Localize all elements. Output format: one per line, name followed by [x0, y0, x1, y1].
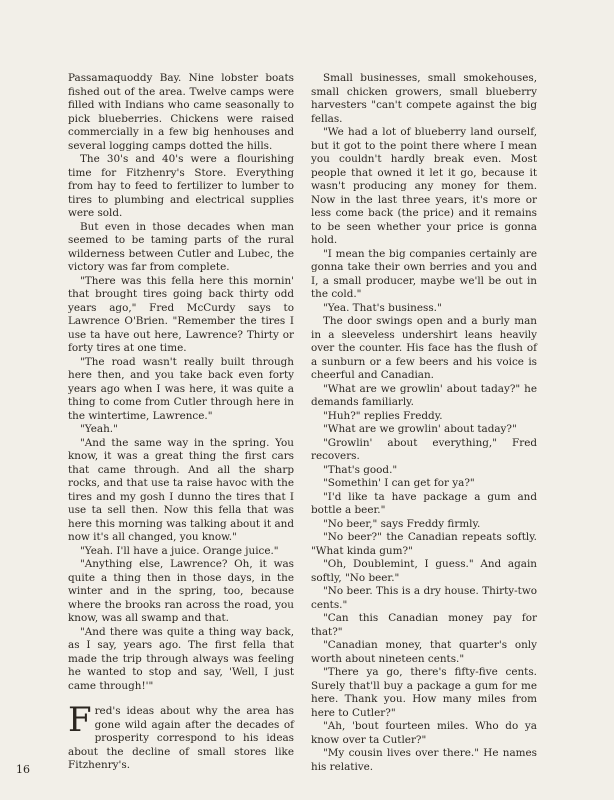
paragraph: "Canadian money, that quarter's only worth about nineteen cents." [311, 639, 537, 665]
paragraph: "Yeah. I'll have a juice. Orange juice." [80, 544, 279, 557]
paragraph: "And there was quite a thing way back, as I say, years ago. The first fella that made the trip through always was feeling he wanted to stop and say, 'Well, I just came through!'" [68, 625, 294, 692]
right-column [311, 72, 537, 774]
paragraph: But even in those decades when man seemed to be taming parts of the rural wilderness between Cutler and Lubec, the victory was far from complete. [68, 220, 294, 273]
paragraph: "I mean the big companies certainly are gonna take their own berries and you and I, a small producer, maybe we'll be out in the cold." [311, 247, 537, 300]
paragraph: "Huh?" replies Freddy. [323, 409, 443, 422]
page-number: 16 [16, 763, 30, 776]
dropcap-letter: F [68, 700, 92, 740]
paragraph: "There was this fella here this mornin' that brought tires going back thirty odd years ago," Fred McCurdy says to Lawrence O'Brien. "Remember the tires I use ta have out here, Lawrence? Thirty or forty tires at one time. [68, 274, 294, 354]
paragraph: "What are we growlin' about taday?" [323, 423, 517, 435]
paragraph: The 30's and 40's were a flourishing time for Fitzhenry's Store. Everything from hay to feed to fertilizer to lumber to tires to plumbing and electrical supplies were sold. [68, 153, 294, 219]
paragraph: "Somethin' I can get for ya?" [323, 477, 475, 489]
paragraph: "I'd like ta have package a gum and bottle a beer." [311, 490, 537, 516]
paragraph: The door swings open and a burly man in a sleeveless undershirt leans heavily over the counter. His face has the flush of a sunburn or a few beers and his voice is cheerful and Canadian. [311, 315, 537, 381]
paragraph: "There ya go, there's fifty-five cents. Surely that'll buy a package a gum for me here. Thank you. How many miles from here to Cutler?" [311, 666, 537, 719]
paragraph: "Ah, 'bout fourteen miles. Who do ya know over ta Cutler?" [311, 720, 537, 746]
left-column [68, 72, 294, 773]
paragraph: Passamaquoddy Bay. Nine lobster boats fished out of the area. Twelve camps were filled with Indians who came seasonally to pick blueberries. Chickens were raised commercially in a few big henhouses and several logging camps dotted the hills. [68, 72, 294, 152]
paragraph: "And the same way in the spring. You know, it was a great thing the first cars that came through. And all the sharp rocks, and that use ta raise havoc with the tires and my gosh I dunno the tires that I use ta sell then. Now this fella that was here this morning was talking about it and now it's all changed, you know." [68, 436, 294, 543]
paragraph: "No beer?" the Canadian repeats softly. "What kinda gum?" [311, 531, 537, 557]
paragraph: "Yeah." [80, 423, 118, 435]
paragraph: "Anything else, Lawrence? Oh, it was quite a thing then in those days, in the winter and in the spring, too, because where the brooks ran across the road, you know, was all swamp and that. [68, 558, 294, 624]
paragraph: "No beer," says Freddy firmly. [323, 517, 481, 530]
paragraph: "Can this Canadian money pay for that?" [311, 612, 537, 638]
paragraph: "My cousin lives over there." He names his relative. [311, 747, 537, 773]
paragraph: Small businesses, small smokehouses, small chicken growers, small blueberry harvesters "can't compete against the big fellas. [311, 72, 537, 125]
paragraph: "What are we growlin' about taday?" he demands familiarly. [311, 382, 537, 408]
dropcap-paragraph-text: red's ideas about why the area has gone wild again after the decades of prosperity correspond to his ideas about the decline of small stores like Fitzhenry's. [68, 705, 294, 771]
paragraph: "Oh, Doublemint, I guess." And again softly, "No beer." [311, 558, 537, 584]
paragraph: "That's good." [323, 463, 398, 476]
paragraph: "The road wasn't really built through here then, and you take back even forty years ago when I was here, it was quite a thing to come from Cutler through here in the wintertime, Lawrence." [68, 355, 294, 422]
dropcap-paragraph [68, 700, 294, 773]
paragraph: "We had a lot of blueberry land ourself, but it got to the point there where I mean you couldn't hardly break even. Most people that owned it let it go, because it wasn't producing any money for them. Now in the last three years, it's more or less come back (the price) and it remains to be seen whether your price is gonna hold. [311, 126, 537, 246]
paragraph: "Yea. That's business." [323, 301, 442, 314]
paragraph: "Growlin' about everything," Fred recovers. [311, 436, 537, 462]
paragraph: "No beer. This is a dry house. Thirty-two cents." [311, 585, 537, 611]
